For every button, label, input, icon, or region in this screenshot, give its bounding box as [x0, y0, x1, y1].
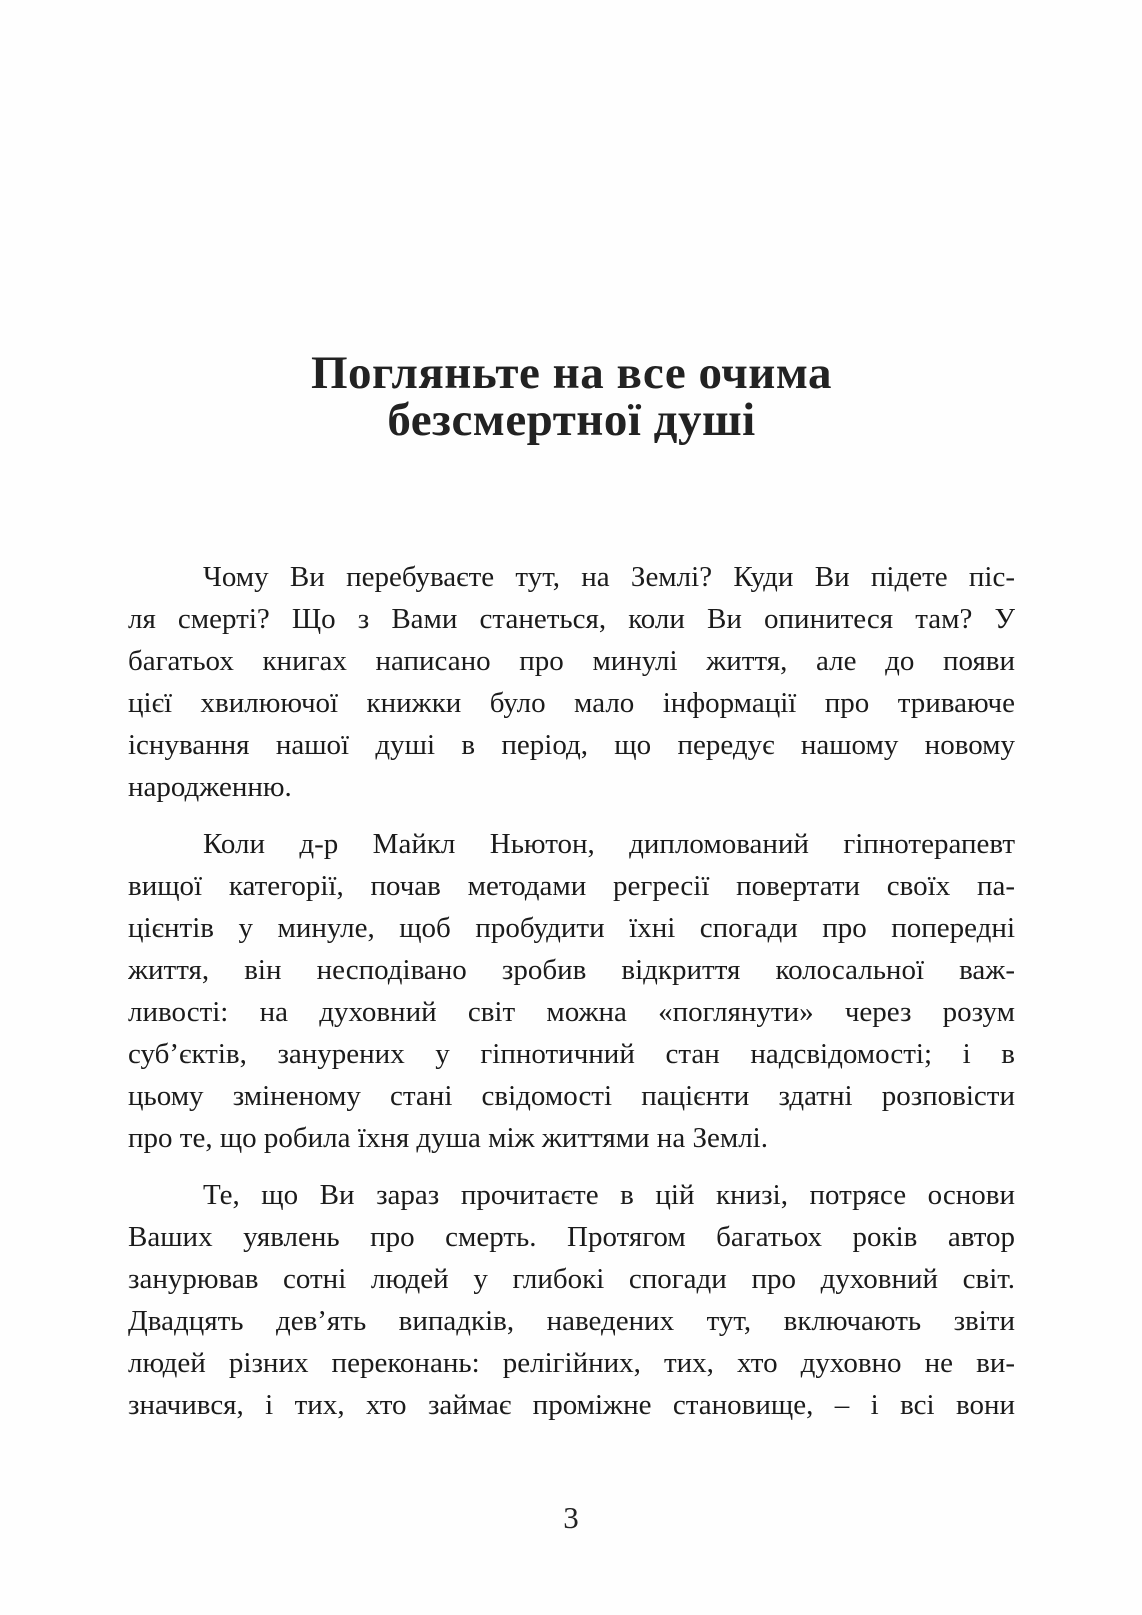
text-line: цієнтів у минуле, щоб пробудити їхні спогади про попередні — [128, 912, 1015, 944]
text-line: людей різних переконань: релігійних, тих, хто духовно не ви- — [128, 1347, 1015, 1379]
text-line: вищої категорії, почав методами регресії повертати своїх па- — [128, 870, 1015, 902]
paragraph-2 — [128, 823, 1015, 1159]
text-line: ливості: на духовний світ можна «поглянути» через розум — [128, 996, 1015, 1028]
text-line: значився, і тих, хто займає проміжне становище, – і всі вони — [128, 1389, 1015, 1421]
text-line: ля смерті? Що з Вами станеться, коли Ви опинитеся там? У — [128, 603, 1015, 635]
text-line: Двадцять дев’ять випадків, наведених тут, включають звіти — [128, 1305, 1015, 1337]
text-line: суб’єктів, занурених у гіпнотичний стан надсвідомості; і в — [128, 1038, 1015, 1070]
text-line: цієї хвилюючої книжки було мало інформації про триваюче — [128, 687, 1015, 719]
text-line: життя, він несподівано зробив відкриття колосальної важ- — [128, 954, 1015, 986]
chapter-title-line-2: безсмертної душі — [387, 394, 756, 446]
text-line: Те, що Ви зараз прочитаєте в цій книзі, потрясе основи — [203, 1179, 1015, 1211]
paragraph-3 — [128, 1174, 1015, 1426]
page-number: 3 — [563, 1500, 579, 1535]
text-line: народженню. — [128, 771, 292, 803]
text-line: про те, що робила їхня душа між життями на Землі. — [128, 1122, 768, 1154]
text-line: багатьох книгах написано про минулі життя, але до появи — [128, 645, 1015, 677]
text-line: Чому Ви перебуваєте тут, на Землі? Куди Ви підете піс- — [203, 561, 1015, 593]
text-line: цьому зміненому стані свідомості пацієнти здатні розповісти — [128, 1080, 1015, 1112]
text-line: існування нашої душі в період, що передує нашому новому — [128, 729, 1015, 761]
text-line: занурював сотні людей у глибокі спогади про духовний світ. — [128, 1263, 1015, 1295]
text-line: Коли д-р Майкл Ньютон, дипломований гіпнотерапевт — [203, 828, 1015, 860]
chapter-title-line-1: Погляньте на все очима — [310, 347, 833, 399]
paragraph-1 — [128, 556, 1015, 808]
body-text — [128, 556, 1015, 1426]
text-line: Ваших уявлень про смерть. Протягом багатьох років автор — [128, 1221, 1015, 1253]
chapter-title — [128, 0, 1015, 444]
